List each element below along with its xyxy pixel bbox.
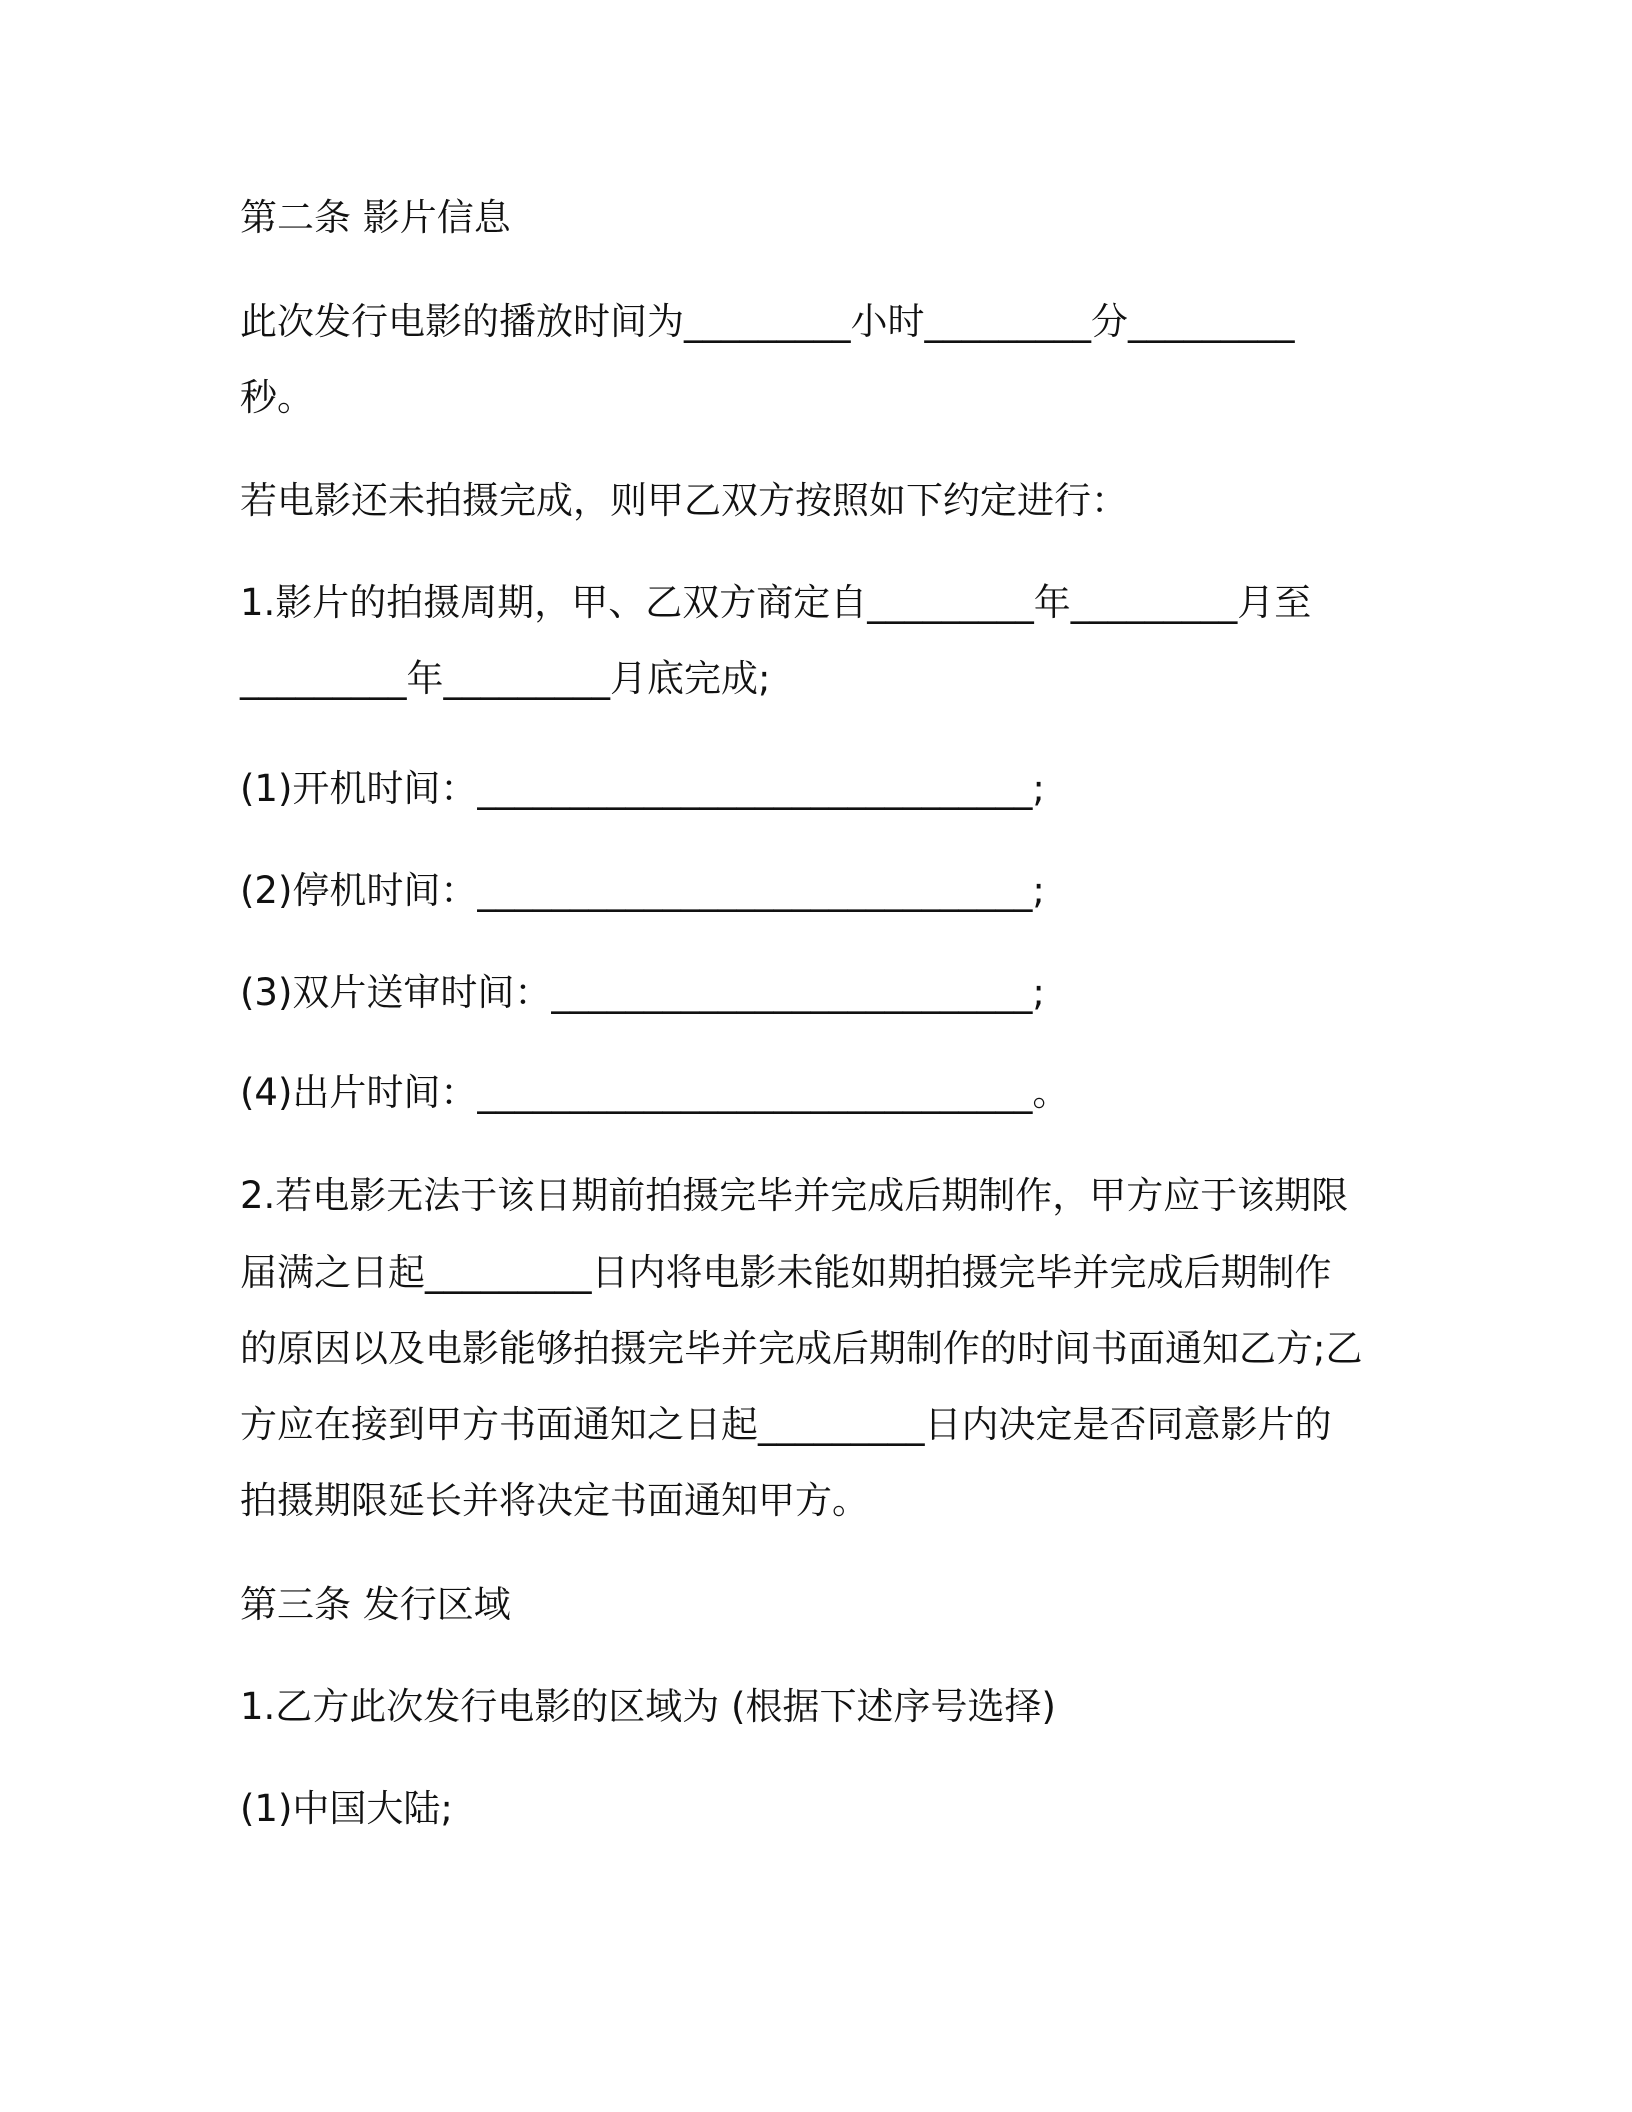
shooting-period-clause: 1.影片的拍摄周期，甲、乙双方商定自_________年_________月至 [240,581,1312,624]
section-heading-3: 第三条 发行区域 [240,1583,511,1626]
section-heading-2: 第二条 影片信息 [240,196,511,239]
review-time-item: (3)双片送审时间：__________________________; [240,971,1045,1014]
playback-time-line: 此次发行电影的播放时间为_________小时_________分_________ [240,300,1295,343]
delay-clause-line-2: 届满之日起_________日内将电影未能如期拍摄完毕并完成后期制作 [240,1251,1332,1294]
distribution-region-clause: 1.乙方此次发行电影的区域为 (根据下述序号选择) [240,1685,1056,1728]
unfinished-film-intro: 若电影还未拍摄完成，则甲乙双方按照如下约定进行： [240,479,1128,522]
delay-clause-line-4: 方应在接到甲方书面通知之日起_________日内决定是否同意影片的 [240,1403,1332,1446]
playback-time-line-cont: 秒。 [240,376,314,419]
delay-clause-line-1: 2.若电影无法于该日期前拍摄完毕并完成后期制作，甲方应于该期限 [240,1174,1349,1217]
shooting-period-clause-cont: _________年_________月底完成; [240,657,771,700]
start-time-item: (1)开机时间：______________________________; [240,767,1045,810]
stop-time-item: (2)停机时间：______________________________; [240,869,1045,912]
delay-clause-line-5: 拍摄期限延长并将决定书面通知甲方。 [240,1479,869,1522]
delay-clause-line-3: 的原因以及电影能够拍摄完毕并完成后期制作的时间书面通知乙方;乙 [240,1327,1363,1370]
release-time-item: (4)出片时间：______________________________。 [240,1071,1070,1114]
region-option-1: (1)中国大陆; [240,1787,453,1830]
